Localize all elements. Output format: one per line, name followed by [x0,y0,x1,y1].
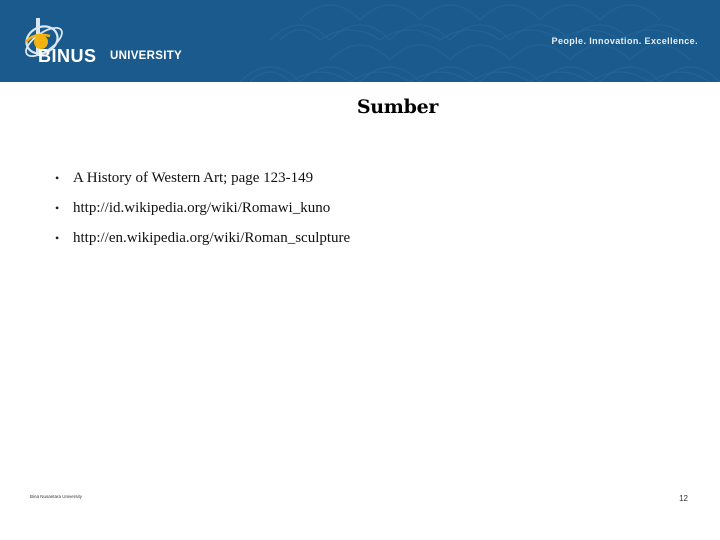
footer-copyright: Bina Nusantara University [30,494,83,499]
bullet-icon: • [55,231,60,245]
logo-wordmark: BINUS [38,46,97,66]
bullet-icon: • [55,171,60,185]
list-item [55,193,350,223]
bullet-icon: • [55,201,60,215]
bullet-text: http://en.wikipedia.org/wiki/Roman_sculpture [73,230,351,246]
list-item [55,223,350,253]
bullet-text: http://id.wikipedia.org/wiki/Romawi_kuno [73,200,331,216]
page-number: 12 [679,494,688,503]
list-item [55,163,350,193]
slide-title: Sumber [356,96,439,118]
header-tagline: People. Innovation. Excellence. [551,36,698,46]
logo-university-label: UNIVERSITY [110,50,183,62]
bullet-text: A History of Western Art; page 123-149 [73,170,314,186]
header-bar [0,0,720,82]
bullet-list [55,163,350,253]
